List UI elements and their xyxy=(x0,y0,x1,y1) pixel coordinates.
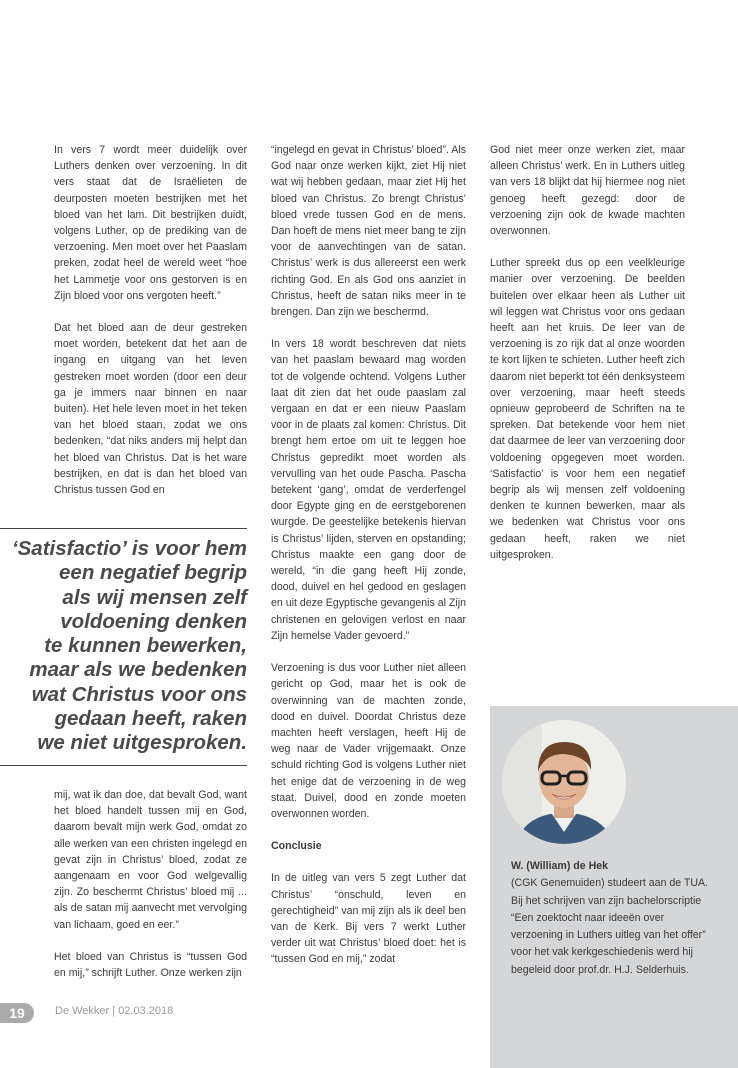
pull-quote-line: voldoening denken xyxy=(60,609,247,633)
paragraph: Luther spreekt dus op een veelkleurige manier over verzoening. De beelden buitelen over elkaar heen als Luther uit wil leggen wat Christus voor ons gedaan heeft aan het kruis. De leer van de verzoening is zo rijk dat al onze woorden te kort lijken te schieten. Luther heeft zich daarom niet beperkt tot één denksysteem over verzoening, maar heeft steeds opnieuw geprobeerd de Schriften na te spreken. Dat betekende voor hem niet dat daarmee de leer van verzoening door voldoening opgegeven moet worden. ‘Satisfactio’ is voor hem een negatief begrip als wij mensen zelf voldoening denken te kunnen bewerken, maar als we bedenken wat Christus voor ons gedaan heeft, raken we niet uitgesproken. xyxy=(490,257,685,561)
author-portrait-illustration xyxy=(502,720,626,844)
page-footer xyxy=(0,1003,300,1023)
pull-quote-line: een negatief begrip xyxy=(59,561,247,585)
paragraph: God niet meer onze werken ziet, maar alleen Christus’ werk. En in Luthers uitleg van vers 18 blijkt dat hij hiermee nog niet genoeg heeft gezegd: door de verzoening zijn ook de kwade machten overwonnen. xyxy=(490,144,685,238)
pull-quote-line: we niet uitgesproken. xyxy=(37,731,247,755)
pull-quote-line: ‘Satisfactio’ is voor hem xyxy=(11,537,247,560)
pull-quote-line: gedaan heeft, raken xyxy=(54,707,247,731)
pull-quote-line: te kunnen bewerken, xyxy=(44,634,247,658)
pull-quote-line: als wij mensen zelf xyxy=(62,585,247,609)
paragraph: Verzoening is dus voor Luther niet alleen gericht op God, maar het is ook de overwinning van de machten zonde, dood en duivel. Doordat Christus deze machten heeft verslagen, heeft Hij de weg naar de Vader vrijgemaakt. Onze schuld richting God is volgens Luther niet het enige dat de verzoening in de weg staat. Duivel, dood en zonde moeten overwonnen worden. xyxy=(271,662,466,820)
author-photo xyxy=(502,720,626,844)
publication-name: De Wekker xyxy=(55,1005,110,1017)
paragraph: Dat het bloed aan de deur gestreken moet worden, betekent dat het aan de ingang en uitgang van het leven gestreken moet worden (door een deur ga je immers naar binnen en naar buiten). Het hele leven moet in het teken van het bloed staan, zodat we ons bedenken, “dat niks anders mij helpt dan het bloed van Christus. Dat is het ware bestrijken, en dat is dan het bloed van Christus tussen God en xyxy=(54,322,247,497)
paragraph: In vers 7 wordt meer duidelijk over Luthers denken over verzoening. In dit vers staat dat de Israëlieten de deurposten moeten bestrijken met het bloed van het lam. Dit bestrijken duidt, volgens Luther, op de prediking van de verzoening. Men moet over het Paaslam preken, zodat heel de wereld weet “hoe het Lammetje voor ons gestorven is en Zijn bloed voor ons vergoten heeft.” xyxy=(54,144,247,302)
section-heading: Conclusie xyxy=(271,840,322,853)
article-column-1-continued xyxy=(54,787,247,981)
author-description: (CGK Genemuiden) studeert aan de TUA. Bij het schrijven van zijn bachelorscriptie “Een zoektocht naar ideeën over verzoening in Luthers uitleg van het offer” voor het vak kerkgeschiedenis werd hij begeleid door prof.dr. H.J. Selderhuis. xyxy=(511,877,709,976)
pull-quote-line: maar als we bedenken xyxy=(29,658,247,682)
article-column-1 xyxy=(54,142,247,498)
page-number: 19 xyxy=(0,1003,34,1023)
footer-separator: | xyxy=(112,1005,116,1017)
author-bio-box xyxy=(490,706,738,1068)
article-column-3 xyxy=(490,142,685,563)
pull-quote-line: wat Christus voor ons xyxy=(31,682,247,706)
author-name: W. (William) de Hek xyxy=(511,860,609,872)
article-column-2 xyxy=(271,142,466,968)
author-bio xyxy=(511,858,716,979)
publication-date: 02.03.2018 xyxy=(118,1005,174,1017)
paragraph: “ingelegd en gevat in Christus’ bloed”. Als God naar onze werken kijkt, ziet Hij niet wat wij hebben gedaan, maar ziet Hij het bloed van Christus. Zo brengt Christus’ bloed vrede tussen God en de mens. Dan hoeft de mens niet meer bang te zijn voor de aanvechtingen van de satan. Christus’ werk is dus allereerst een werk richting God. En als God ons aanziet in Christus, heeft de satan niks meer in te brengen. Dan zijn we beschermd. xyxy=(271,144,466,319)
paragraph: In vers 18 wordt beschreven dat niets van het paaslam bewaard mag worden tot de volgende ochtend. Volgens Luther laat dit zien dat het oude paaslam zal vergaan en dat er een nieuw Paaslam voor in de plaats zal komen: Christus. Dit brengt hem ertoe om uit te leggen hoe Christus gepredikt moet worden als vervulling van het oude Pascha. Pascha betekent ‘gang’, omdat de verderfengel door Egypte ging en de eerstgeborenen wurgde. De geestelijke betekenis hiervan is Christus’ lijden, sterven en opstanding; Christus maakte een gang door de wereld, “in die gang heeft Hij zonde, dood, duivel en hel gedood en geslagen en uit deze Egyptische gevangenis al Zijn christenen en gelovigen verlost en naar Zijn hemelse Vader gevoerd.” xyxy=(271,338,466,642)
footer-publication-info xyxy=(55,1005,173,1017)
paragraph: mij, wat ik dan doe, dat bevalt God, want het bloed handelt tussen mij en God, daarom bevalt mijn werk God, omdat zo alle werken van een christen ingelegd en gevat zijn in Christus’ bloed, zodat ze aangenaam en voor God welgevallig zijn. Zo beschermt Christus’ bloed mij ... als de satan mij aanvecht met vervolging van lichaam, goed en eer.” xyxy=(54,789,247,931)
pull-quote xyxy=(0,528,247,766)
pull-quote-text xyxy=(7,537,247,756)
paragraph: In de uitleg van vers 5 zegt Luther dat Christus’ “onschuld, leven en gerechtigheid” van mij zijn als ik deel ben van de Kerk. Bij vers 7 werkt Luther verder uit wat Christus’ bloed doet: het is “tussen God en mij,” zodat xyxy=(271,872,466,966)
paragraph: Het bloed van Christus is “tussen God en mij,” schrijft Luther. Onze werken zijn xyxy=(54,950,247,980)
